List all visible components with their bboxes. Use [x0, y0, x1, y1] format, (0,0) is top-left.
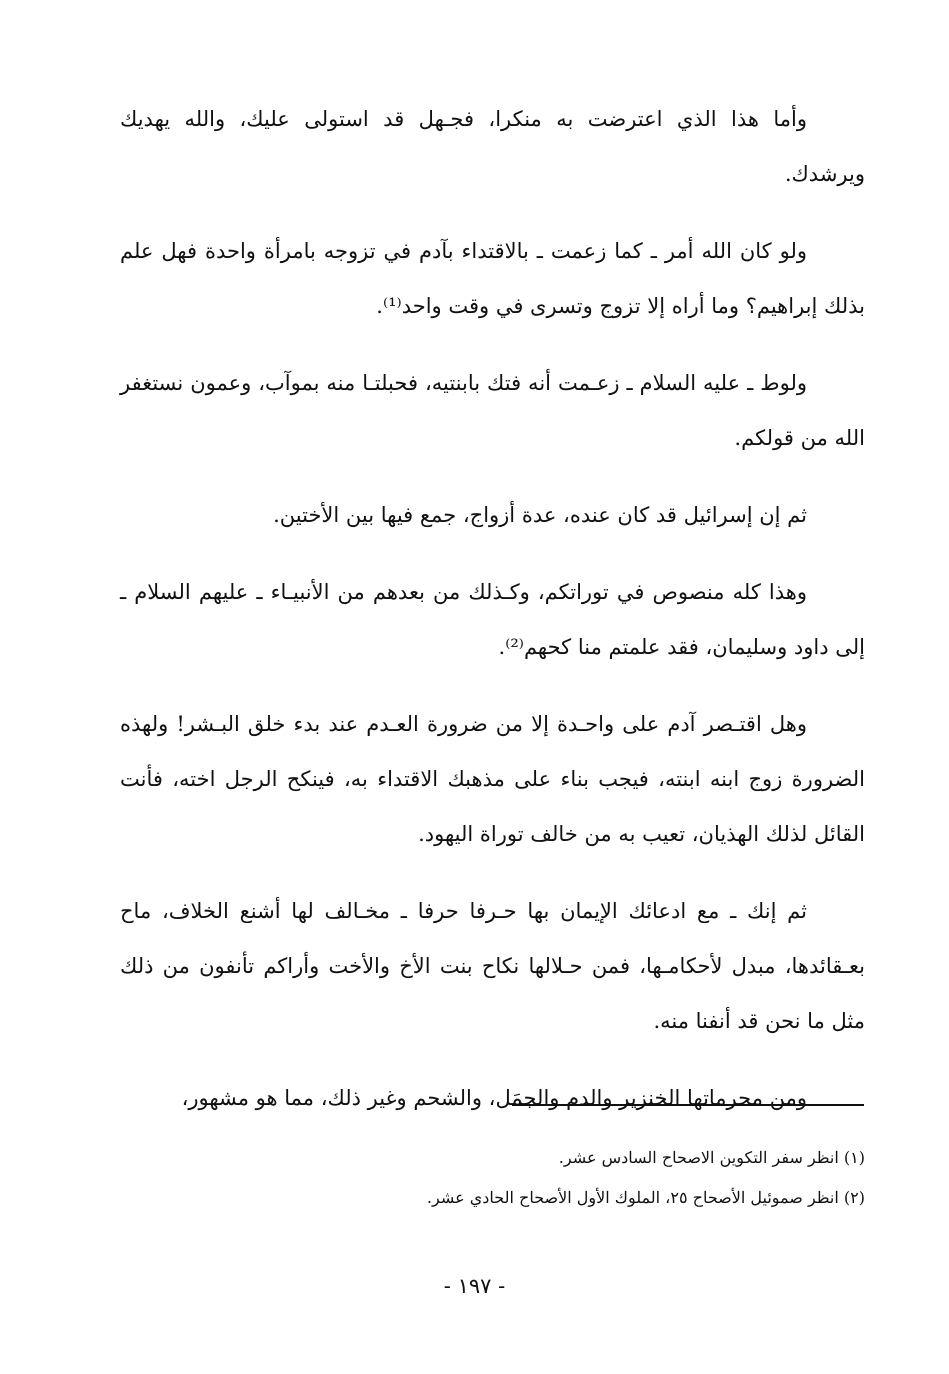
paragraph-4: ثم إن إسرائيل قد كان عنده، عدة أزواج، جمع فيها بين الأختين. [273, 503, 807, 527]
page-number: - ١٩٧ - [443, 1274, 506, 1298]
paragraph-2: ولو كان الله أمر ـ كما زعمت ـ بالاقتداء بآدم في تزوجه بامرأة واحدة فهل علم بذلك إبراهيم؟ وما أراه إلا تزوج وتسرى في وقت واحد⁽¹⁾. [120, 239, 865, 318]
paragraph-5: وهذا كله منصوص في توراتكم، وكـذلك من بعدهم من الأنبيـاء ـ عليهم السلام ـ إلى داود وسليمان، فقد علمتم منا كحهم⁽²⁾. [120, 580, 865, 659]
footnote-1: (١) انظر سفر التكوين الاصحاح السادس عشر. [558, 1148, 865, 1167]
footnote-separator [512, 1104, 864, 1106]
footnotes [120, 1138, 865, 1218]
paragraph-7: ثم إنك ـ مع ادعائك الإيمان بها حـرفا حرفا ـ مخـالف لها أشنع الخلاف، ماح بعـقائدها، مبدل لأحكامـها، فمن حـلالها نكاح بنت الأخ والأخت وأراكم تأنفون من ذلك مثل ما نحن قد أنفنا منه. [120, 899, 865, 1033]
main-text [120, 92, 865, 1126]
paragraph-8: ومن محرماتها الخنزير والدم والجمَل، والشحم وغير ذلك، مما هو مشهور، [181, 1086, 807, 1110]
paragraph-1: وأما هذا الذي اعترضت به منكرا، فجـهل قد استولى عليك، والله يهديك ويرشدك. [120, 107, 865, 186]
footnote-2: (٢) انظر صموئيل الأصحاح ٢٥، الملوك الأول الأصحاح الحادي عشر. [426, 1188, 865, 1207]
paragraph-6: وهل اقتـصر آدم على واحـدة إلا من ضرورة العـدم عند بدء خلق البـشر! ولهذه الضرورة زوج ابنه ابنته، فيجب بناء على مذهبك الاقتداء به، فينكح الرجل اخته، فأنت القائل لذلك الهذيان، تعيب به من خالف توراة اليهود. [120, 712, 865, 846]
paragraph-3: ولوط ـ عليه السلام ـ زعـمت أنه فتك بابنتيه، فحبلتـا منه بموآب، وعمون نستغفر الله من قولكم. [120, 371, 865, 450]
